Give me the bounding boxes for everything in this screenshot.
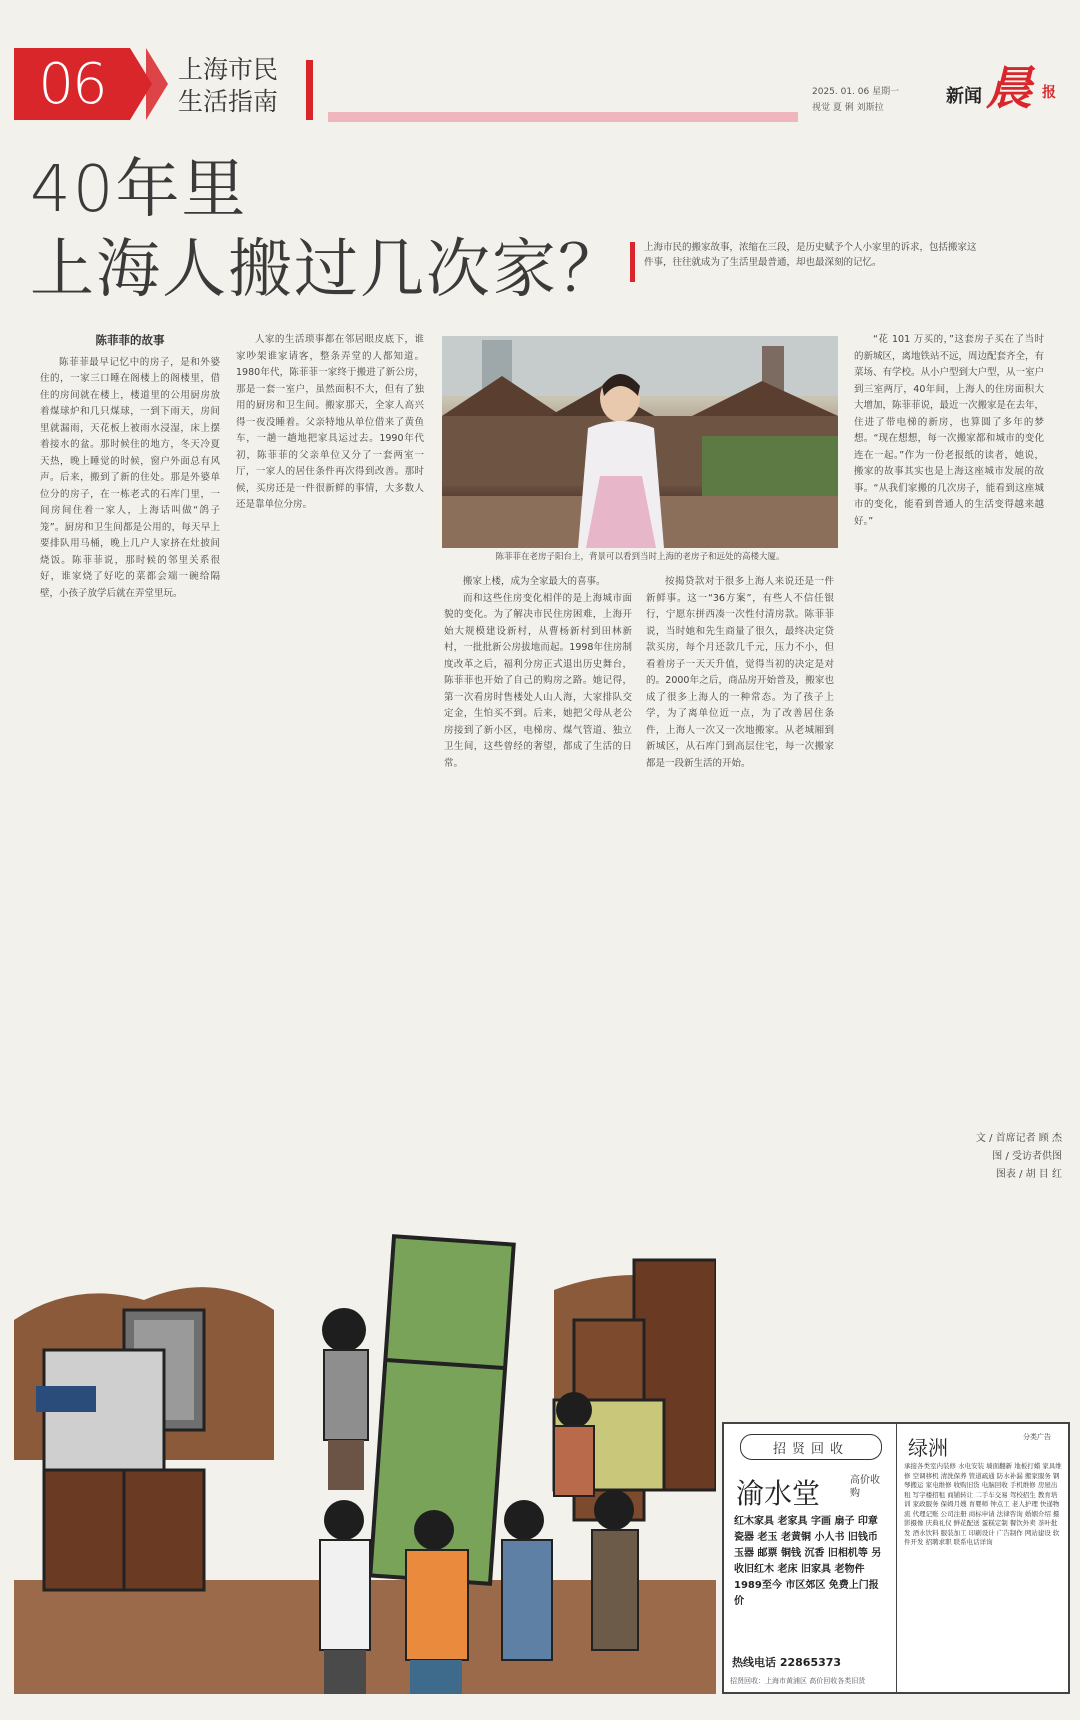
ad-hotline: 热线电话 22865373 bbox=[732, 1656, 842, 1669]
column-3-text-a: 搬家上楼，成为全家最大的喜事。 bbox=[463, 576, 606, 587]
moving-scene bbox=[14, 1200, 716, 1694]
moving-illustration bbox=[14, 1200, 716, 1694]
column-1-text: 陈菲菲最早记忆中的房子，是和外婆住的，一家三口睡在阁楼上的阁楼里，借住的房间就在楼上，楼道里的公用厨房放着煤球炉和几只煤球，一到下雨天，房间里就漏雨，天花板上被雨水浸湿，床上摆着接水的盆。那时候住的地方，冬天冷夏天热，晚上睡觉的时候，窗户外面总有风声。后来，搬到了新的住处。那是外婆单位分的房子，在一栋老式的石库门里，一间房间住着一家人，上海话叫做“鸽子笼”。厨房和卫生间都是公用的，每天早上要排队用马桶，晚上几户人家挤在灶披间烧饭。陈菲菲说，那时候的邻里关系很好，谁家烧了好吃的菜都会端一碗给隔壁，小孩子放学后就在弄堂里玩。 bbox=[40, 356, 220, 599]
byline-photo: 图 / 受访者供图 bbox=[992, 1151, 1062, 1162]
section-divider bbox=[306, 60, 313, 120]
headline-line2: 上海人搬过几次家？ bbox=[30, 233, 624, 307]
classified-ad bbox=[722, 1422, 1070, 1694]
logo-prefix: 新闻 bbox=[946, 86, 982, 107]
article-column-5 bbox=[854, 332, 1044, 1116]
ad-left-header: 招贤回收 bbox=[740, 1434, 882, 1460]
header-rule bbox=[328, 112, 798, 122]
photo-caption: 陈菲菲在老房子阳台上，背景可以看到当时上海的老房子和远处的高楼大厦。 bbox=[495, 552, 785, 562]
section-title-line2: 生活指南 bbox=[178, 87, 279, 116]
deck-divider bbox=[630, 242, 635, 282]
headline-line1: 40年里 bbox=[30, 153, 248, 227]
logo-main: 晨 bbox=[986, 61, 1032, 115]
ad-body: 红木家具 老家具 字画 扇子 印章 瓷器 老玉 老黄铜 小人书 旧钱币 玉器 邮票 铜钱 沉香 旧相机等 另收旧红木 老床 旧家具 老物件 1989至今 市区郊区 免费上门报价 bbox=[734, 1516, 882, 1607]
ad-right-label: 分类广告 bbox=[1023, 1433, 1051, 1441]
ad-brand: 渝水堂 bbox=[736, 1477, 821, 1510]
column-2-text: 人家的生活琐事都在邻居眼皮底下，谁家吵架谁家请客，整条弄堂的人都知道。1980年代，陈菲菲一家终于搬进了新公房，那是一套一室户，虽然面积不大，但有了独用的厨房和卫生间。搬家那天，全家人高兴得一夜没睡着。父亲特地从单位借来了黄鱼车，一趟一趟地把家具运过去。1990年代初，陈菲菲的父亲单位又分了一套两室一厅，一家人的居住条件再次得到改善。那时候，买房还是一件很新鲜的事情，大多数人还是靠单位分房。 bbox=[236, 334, 424, 510]
ad-footer: 招贤回收：上海市黄浦区 高价回收各类旧货 bbox=[730, 1677, 866, 1685]
byline-writer: 文 / 首席记者 顾 杰 bbox=[975, 1133, 1062, 1144]
article-column-2 bbox=[236, 332, 424, 1192]
article-column-4 bbox=[646, 574, 834, 1192]
article-headline bbox=[30, 150, 630, 310]
ad-right-title: 绿洲 bbox=[908, 1436, 948, 1460]
section-title-line1: 上海市民 bbox=[178, 55, 279, 84]
issue-date-line1: 2025. 01. 06 星期一 bbox=[812, 87, 900, 97]
ad-left-panel bbox=[724, 1424, 897, 1692]
ad-right-text: 承接各类室内装修 水电安装 墙面翻新 地板打蜡 家具维修 空调移机 清洗保养 管道疏通 防水补漏 搬家服务 钢琴搬运 家电维修 收购旧货 电脑回收 手机维修 房屋出租 写字楼招租 商铺转让 二手车交易 驾校招生 教育培训 家政服务 保姆月嫂 育婴师 钟点工 老人护理 快递物流 代理记账 公司注册 商标申请 法律咨询 婚姻介绍 摄影摄像 庆典礼仪 鲜花配送 蛋糕定制 餐饮外卖 茶叶批发 酒水饮料 服装加工 印刷设计 广告制作 网站建设 软件开发 招聘求职 联系电话详询 bbox=[904, 1462, 1062, 1546]
chevron-right-icon-2 bbox=[146, 48, 168, 120]
article-byline bbox=[930, 1130, 1062, 1184]
article-deck: 上海市民的搬家故事，浓缩在三段，是历史赋予个人小家里的诉求，包括搬家这件事，往往就成为了生活里最普通，却也最深刻的记忆。 bbox=[644, 242, 977, 268]
ad-brand-side: 高价收购 bbox=[850, 1475, 880, 1499]
newspaper-logo bbox=[946, 52, 1060, 115]
article-subheading: 陈菲菲的故事 bbox=[95, 333, 165, 347]
ad-right-panel bbox=[898, 1424, 1068, 1692]
article-photo bbox=[442, 336, 838, 548]
column-4-text: 按揭贷款对于很多上海人来说还是一件新鲜事。这一“36方案”，有些人不信任银行，宁愿东拼西凑一次性付清房款。陈菲菲说，当时她和先生商量了很久，最终决定贷款买房，每个月还款几千元，压力不小，但看着房子一天天升值，觉得当初的决定是对的。2000年之后，商品房开始普及，搬家也成了很多上海人的一种常态。为了孩子上学，为了离单位近一点，为了改善居住条件，上海人一次又一次地搬家。从老城厢到新城区，从石库门到高层住宅，每一次搬家都是一段新生活的开始。 bbox=[646, 576, 834, 769]
issue-date-line2: 视觉 夏 俐 刘斯拉 bbox=[812, 103, 884, 113]
column-5-text: “花 101 万买的，”这套房子买在了当时的新城区，离地铁站不远，周边配套齐全，有菜场、有学校。从小户型到大户型，从一室户到三室两厅，40年间，上海人的住房面积大大增加，陈菲菲说，最近一次搬家是在去年，住进了带电梯的新房，也算圆了多年的梦想。“现在想想，每一次搬家都和城市的变化连在一起。”作为一份老报纸的读者，她说，搬家的故事其实也是上海这座城市发展的故事。“从我们家搬的几次房子，能看到这座城市的变化，能看到普通人的生活变得越来越好。” bbox=[854, 334, 1044, 527]
page-number: 06 bbox=[14, 48, 130, 120]
photo-scene bbox=[442, 336, 838, 548]
article-column-3 bbox=[444, 574, 632, 1192]
byline-graphic: 图表 / 胡 目 红 bbox=[995, 1169, 1062, 1180]
column-3-text-b: 而和这些住房变化相伴的是上海城市面貌的变化。为了解决市民住房困难，上海开始大规模建设新村，从曹杨新村到田林新村，一批批新公房拔地而起。1998年住房制度改革之后，福利分房正式退出历史舞台，陈菲菲也开始了自己的购房之路。她记得，第一次看房时售楼处人山人海，大家排队交定金，生怕买不到。后来，她把父母从老公房接到了新小区，电梯房、煤气管道、独立卫生间，这些曾经的奢望，都成了生活的日常。 bbox=[444, 592, 632, 769]
article-column-1 bbox=[40, 332, 220, 1192]
logo-suffix: 报 bbox=[1042, 85, 1056, 101]
